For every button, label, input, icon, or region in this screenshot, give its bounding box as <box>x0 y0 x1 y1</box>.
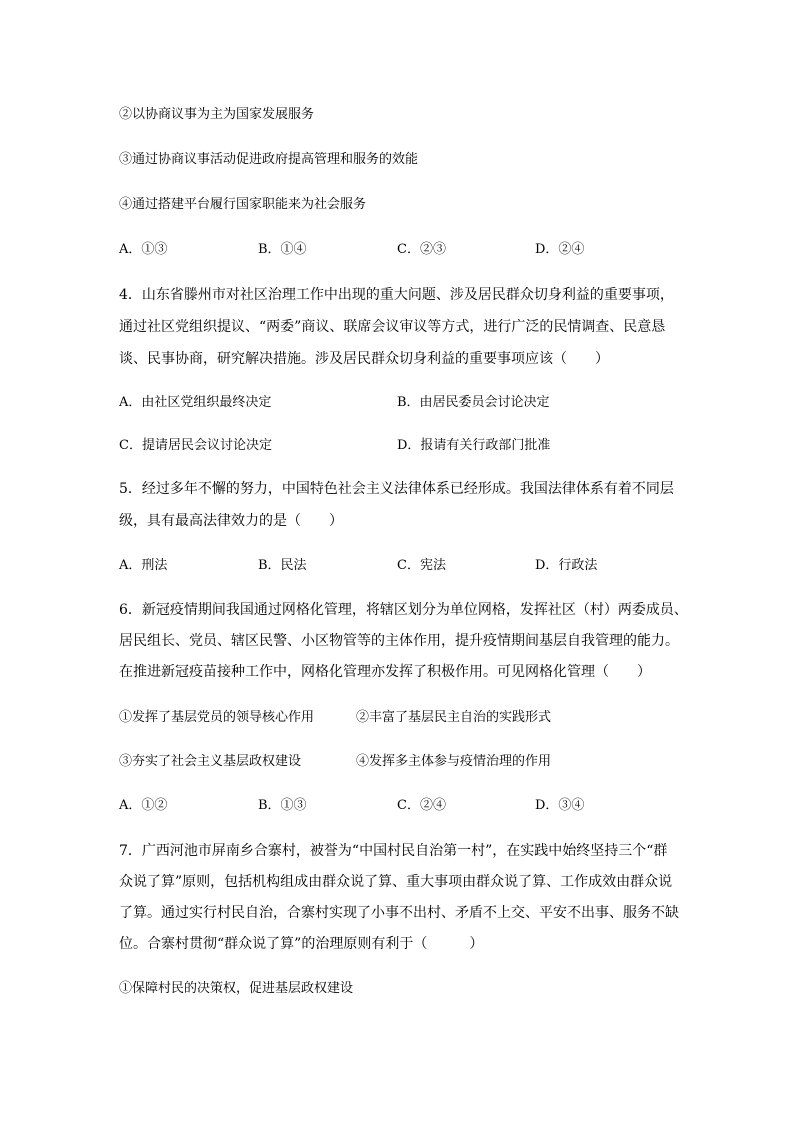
q6-statement-2: ②丰富了基层民主自治的实践形式 <box>356 710 552 725</box>
q7-stem-line-1: 7．广西河池市屏南乡合寨村，被誉为“中国村民自治第一村”，在实践中始终坚持三个“群 <box>119 843 668 859</box>
q4-stem-line-3: 谈、民事协商，研究解决措施。涉及居民群众切身利益的重要事项应该（ ） <box>119 351 609 367</box>
q6-statement-3: ③夯实了社会主义基层政权建设 <box>119 754 302 769</box>
q3-option-d: D．②④ <box>535 242 585 257</box>
q4-stem-line-1: 4．山东省滕州市对社区治理工作中出现的重大问题、涉及居民群众切身利益的重要事项， <box>119 287 674 303</box>
q4-option-d: D．报请有关行政部门批准 <box>397 438 551 453</box>
q4-stem-line-2: 通过社区党组织提议、“两委”商议、联席会议审议等方式，进行广泛的民情调查、民意恳 <box>119 319 666 335</box>
q3-option-a: A．①③ <box>119 242 168 257</box>
q5-option-c: C．宪法 <box>397 558 446 573</box>
q3-statement-4: ④通过搭建平台履行国家职能来为社会服务 <box>119 197 367 212</box>
q3-statement-3: ③通过协商议事活动促进政府提高管理和服务的效能 <box>119 152 419 167</box>
q3-option-b: B．①④ <box>258 242 307 257</box>
q6-option-c: C．②④ <box>397 798 446 813</box>
q6-stem-line-2: 居民组长、党员、辖区民警、小区物管等的主体作用，提升疫情期间基层自我管理的能力。 <box>119 633 679 649</box>
q7-stem-line-4: 位。合寨村贯彻“群众说了算”的治理原则有利于（ ） <box>119 936 484 952</box>
q5-option-a: A．刑法 <box>119 558 168 573</box>
q4-option-a: A．由社区党组织最终决定 <box>119 395 272 410</box>
q6-stem-line-3: 在推进新冠疫苗接种工作中，网格化管理亦发挥了积极作用。可见网格化管理（ ） <box>119 664 651 680</box>
q6-statement-4: ④发挥多主体参与疫情治理的作用 <box>356 754 552 769</box>
q4-option-c: C．提请居民会议讨论决定 <box>119 438 272 453</box>
q6-option-b: B．①③ <box>258 798 307 813</box>
q6-option-a: A．①② <box>119 798 168 813</box>
q5-stem-line-2: 级，具有最高法律效力的是（ ） <box>119 513 343 529</box>
q5-option-d: D．行政法 <box>535 558 598 573</box>
q5-stem-line-1: 5．经过多年不懈的努力，中国特色社会主义法律体系已经形成。我国法律体系有着不同层 <box>119 481 674 497</box>
q6-statement-1: ①发挥了基层党员的领导核心作用 <box>119 710 315 725</box>
q7-stem-line-3: 了算。通过实行村民自治，合寨村实现了小事不出村、矛盾不上交、平安不出事、服务不缺 <box>119 905 679 921</box>
q5-option-b: B．民法 <box>258 558 307 573</box>
q6-option-d: D．③④ <box>535 798 585 813</box>
q7-stem-line-2: 众说了算”原则，包括机构组成由群众说了算、重大事项由群众说了算、工作成效由群众说 <box>119 874 673 890</box>
q4-option-b: B．由居民委员会讨论决定 <box>397 395 550 410</box>
q6-stem-line-1: 6．新冠疫情期间我国通过网格化管理，将辖区划分为单位网格，发挥社区（村）两委成员、 <box>119 602 688 618</box>
q3-statement-2: ②以协商议事为主为国家发展服务 <box>119 107 315 122</box>
q3-option-c: C．②③ <box>397 242 446 257</box>
q7-statement-1: ①保障村民的决策权，促进基层政权建设 <box>119 981 354 996</box>
